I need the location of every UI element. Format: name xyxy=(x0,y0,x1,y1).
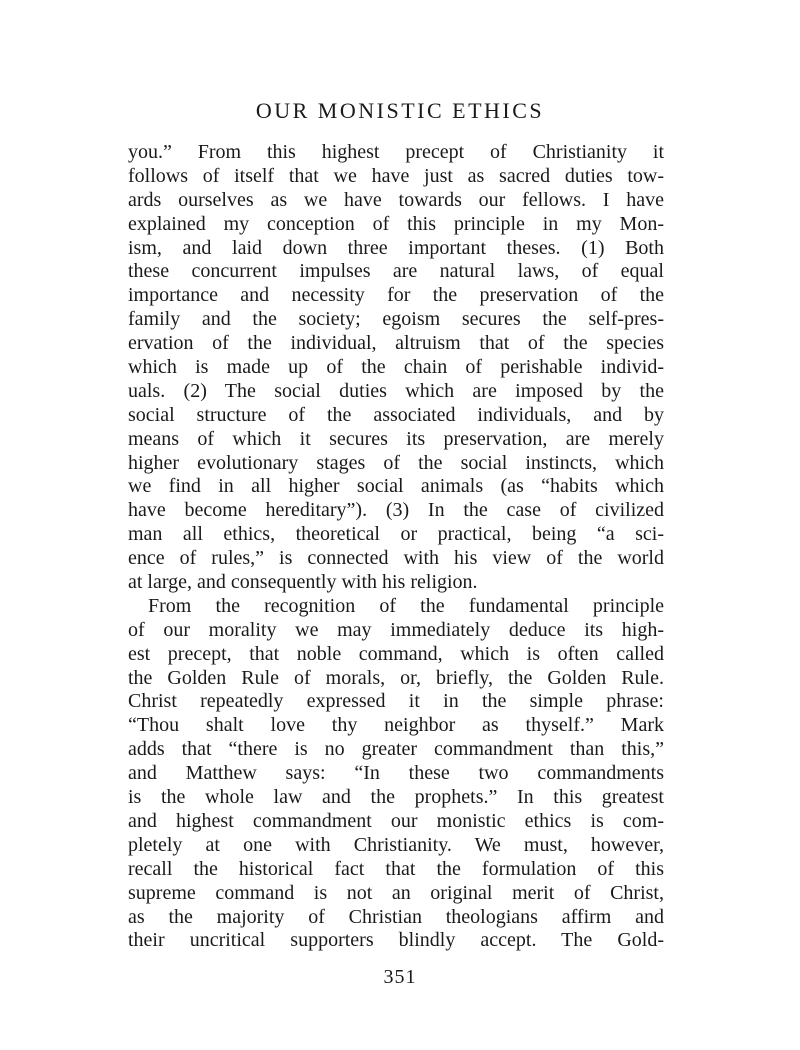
text-line: means of which it secures its preservation, are merely xyxy=(128,427,664,450)
text-line: at large, and consequently with his religion. xyxy=(128,571,478,594)
text-line: you.” From this highest precept of Christianity it xyxy=(128,141,664,163)
text-line: adds that “there is no greater commandment than this,” xyxy=(128,738,664,761)
text-line: Christ repeatedly expressed it in the simple phrase: xyxy=(128,690,664,713)
text-line: ism, and laid down three important theses. (1) Both xyxy=(128,236,664,259)
text-line: family and the society; egoism secures the self-pres- xyxy=(128,308,664,331)
text-line: ence of rules,” is connected with his view of the world xyxy=(128,547,664,570)
text-line: est precept, that noble command, which is often called xyxy=(128,642,664,665)
text-line: of our morality we may immediately deduce its high- xyxy=(128,618,664,641)
text-line: From the recognition of the fundamental principle xyxy=(148,594,664,617)
text-line: as the majority of Christian theologians affirm and xyxy=(128,905,664,928)
text-line: the Golden Rule of morals, or, briefly, the Golden Rule. xyxy=(128,666,664,689)
text-line: supreme command is not an original merit of Christ, xyxy=(128,881,664,904)
text-line: have become hereditary”). (3) In the case of civilized xyxy=(128,499,664,522)
text-line: and highest commandment our monistic ethics is com- xyxy=(128,809,664,832)
text-line: uals. (2) The social duties which are imposed by the xyxy=(128,379,664,402)
text-line: recall the historical fact that the formulation of this xyxy=(128,857,664,880)
text-line: higher evolutionary stages of the social instincts, which xyxy=(128,451,664,474)
text-line: is the whole law and the prophets.” In this greatest xyxy=(128,786,664,809)
paragraph xyxy=(128,595,664,953)
text-line: importance and necessity for the preservation of the xyxy=(128,284,664,307)
text-line: “Thou shalt love thy neighbor as thyself.” Mark xyxy=(128,714,664,737)
text-line: follows of itself that we have just as sacred duties tow- xyxy=(128,164,664,187)
text-line: ards ourselves as we have towards our fellows. I have xyxy=(128,188,664,211)
text-line: man all ethics, theoretical or practical, being “a sci- xyxy=(128,523,664,546)
text-line: we find in all higher social animals (as “habits which xyxy=(128,475,664,498)
text-line: explained my conception of this principle in my Mon- xyxy=(128,212,664,235)
text-line: social structure of the associated individuals, and by xyxy=(128,403,664,426)
paragraph xyxy=(128,141,664,595)
text-line: which is made up of the chain of perishable individ- xyxy=(128,356,664,379)
body-text xyxy=(128,141,664,953)
text-line: pletely at one with Christianity. We must, however, xyxy=(128,833,664,856)
text-line: these concurrent impulses are natural laws, of equal xyxy=(128,260,664,283)
text-line: and Matthew says: “In these two commandments xyxy=(128,762,664,785)
text-line: ervation of the individual, altruism that of the species xyxy=(128,332,664,355)
text-line: their uncritical supporters blindly accept. The Gold- xyxy=(128,929,664,952)
running-head: OUR MONISTIC ETHICS xyxy=(255,98,545,123)
page-number: 351 xyxy=(383,966,417,988)
